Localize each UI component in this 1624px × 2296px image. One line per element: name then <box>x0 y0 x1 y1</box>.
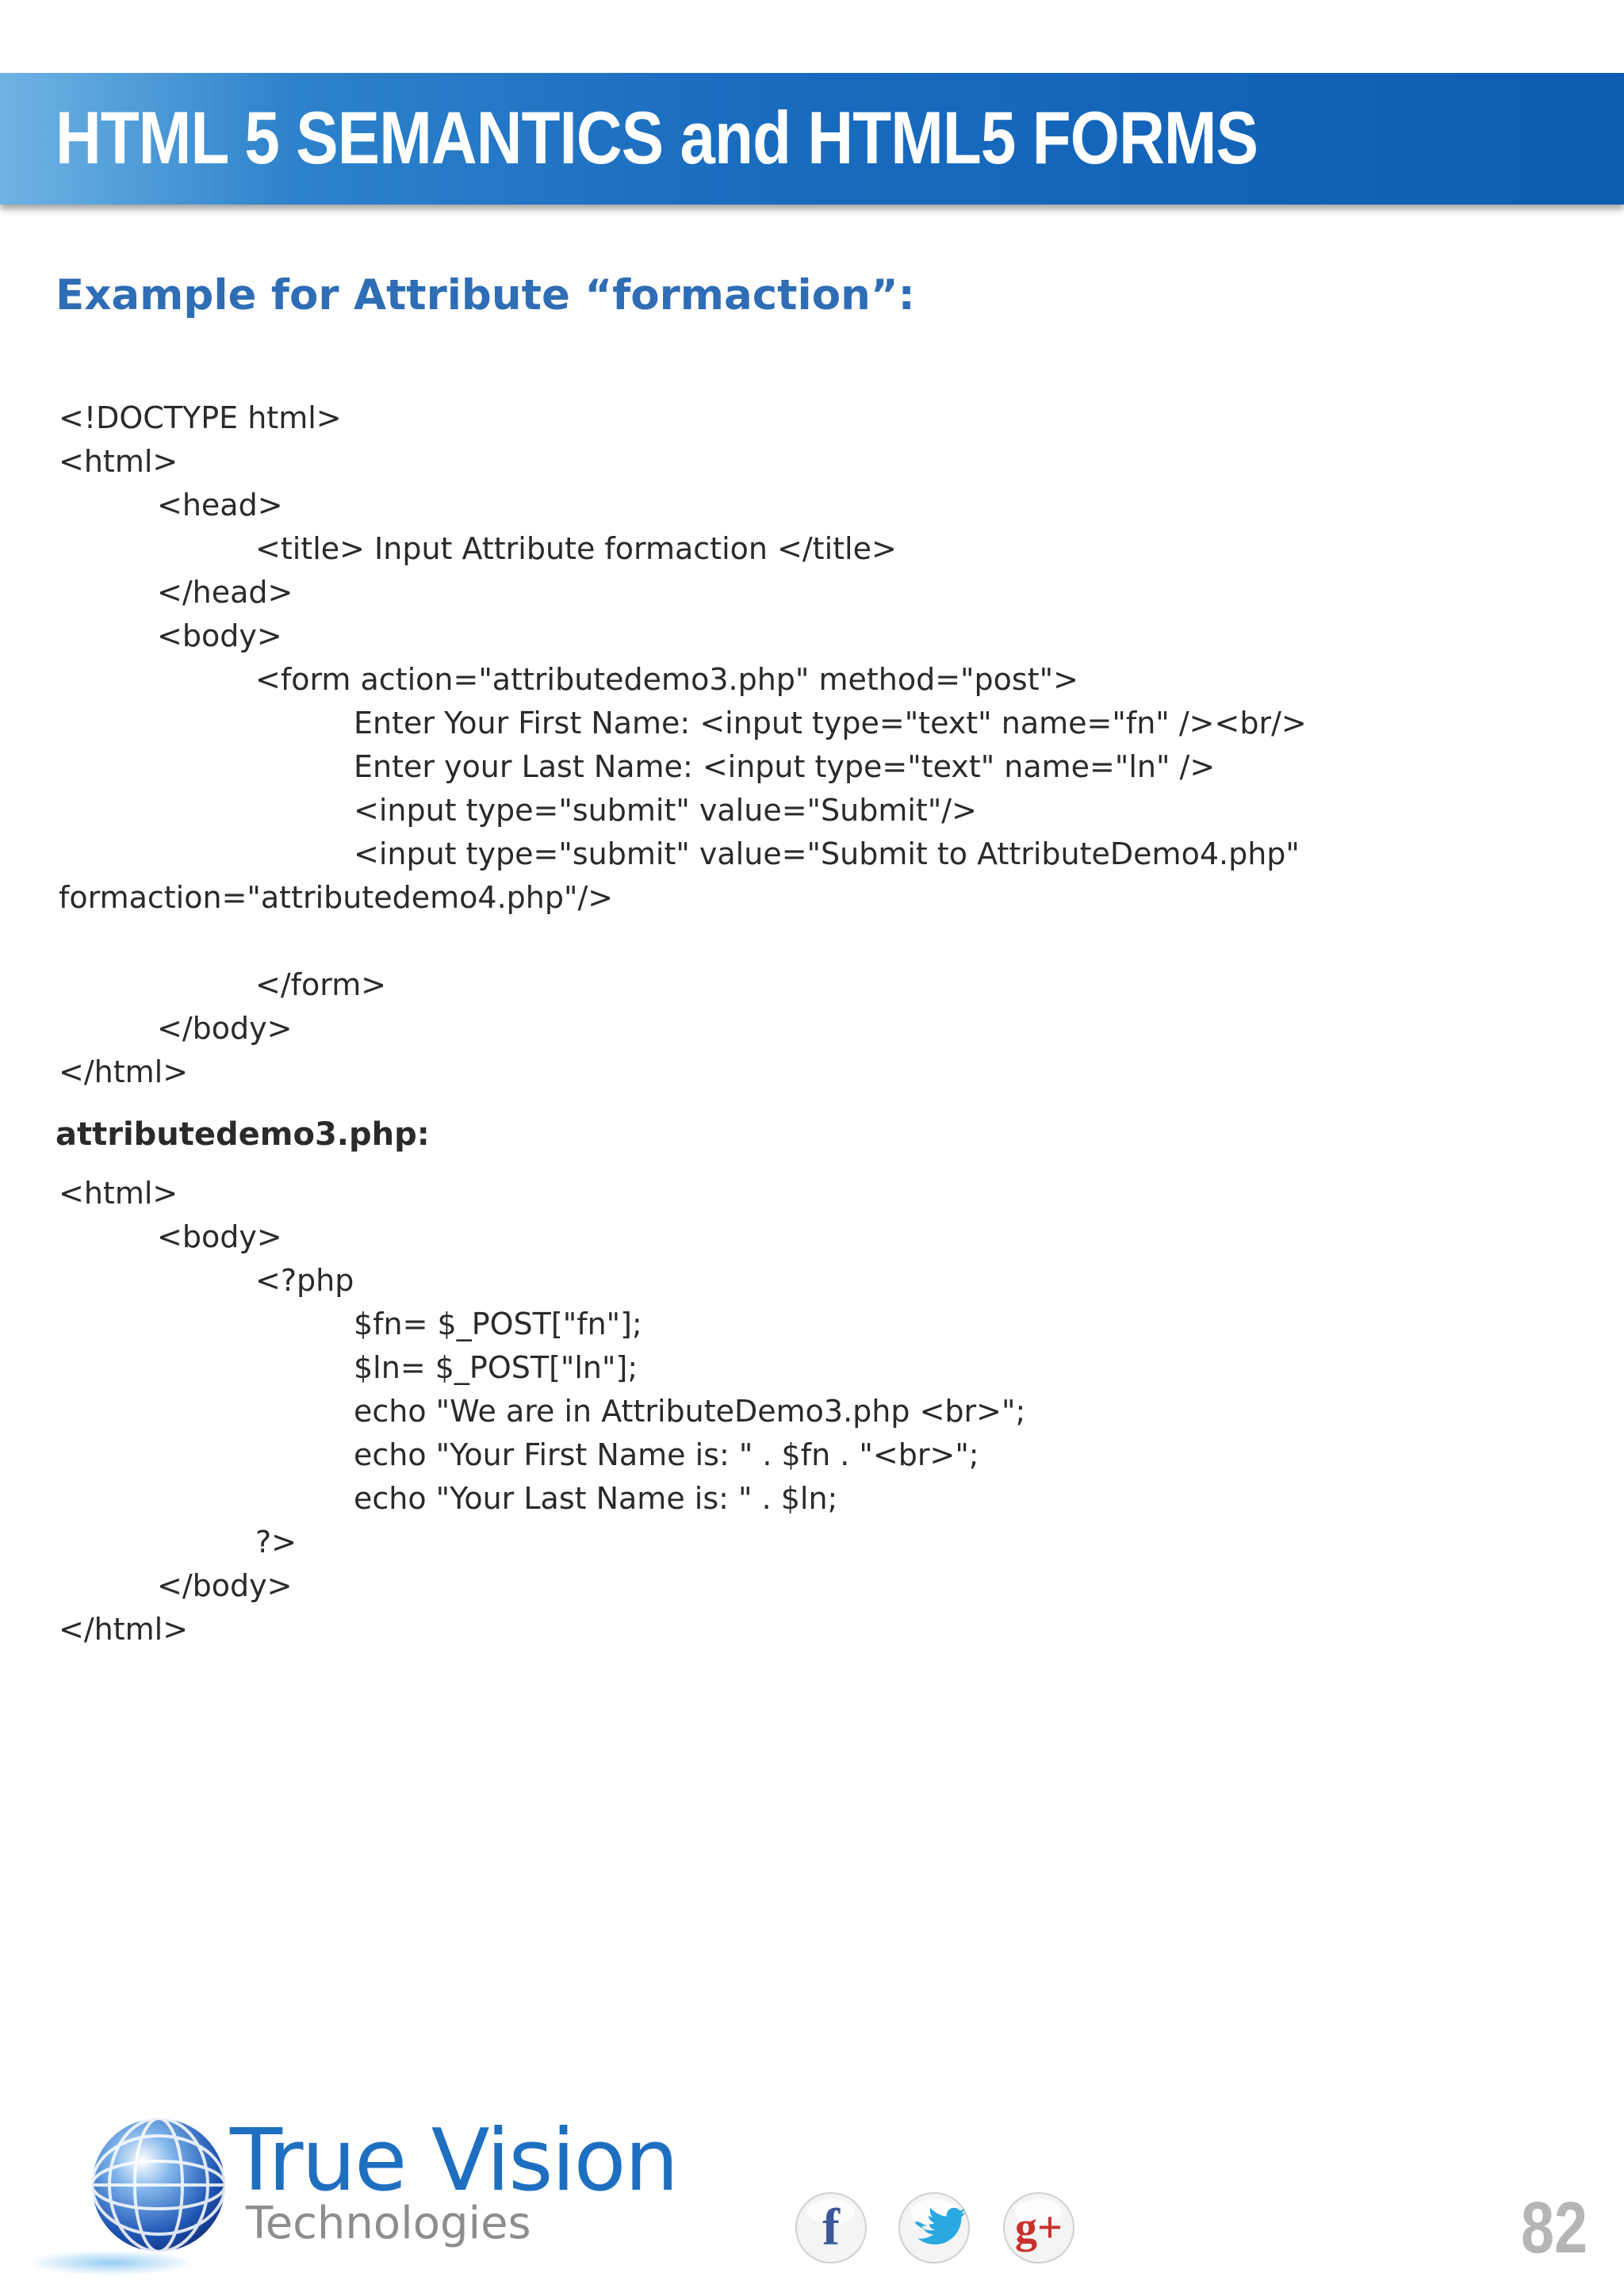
code-line: formaction="attributedemo4.php"/> <box>59 880 614 915</box>
html-code-block <box>59 396 1307 1094</box>
code-line: echo "Your First Name is: " . $fn . "<br>"; <box>354 1437 979 1472</box>
brand-name: True Vision <box>230 2111 678 2210</box>
facebook-glyph: f <box>822 2198 840 2256</box>
globe-icon <box>92 2118 225 2252</box>
google-plus-glyph: g+ <box>1015 2203 1063 2252</box>
code-line: echo "Your Last Name is: " . $ln; <box>354 1481 838 1516</box>
code-line: </form> <box>255 967 387 1002</box>
page-header-title: HTML 5 SEMANTICS and HTML5 FORMS <box>56 96 1258 179</box>
code-line: $ln= $_POST["ln"]; <box>354 1350 638 1385</box>
code-line: <title> Input Attribute formaction </title> <box>255 531 897 566</box>
facebook-icon[interactable] <box>793 2190 869 2266</box>
header-banner <box>0 73 1624 205</box>
code-line <box>59 920 1307 963</box>
code-line: </body> <box>157 1568 293 1603</box>
code-line: <?php <box>255 1263 354 1298</box>
logo-swoosh-icon <box>28 2250 194 2275</box>
code-line: </body> <box>157 1011 293 1046</box>
code-line: </head> <box>157 575 293 610</box>
code-line: <html> <box>59 444 178 479</box>
php-code-block <box>59 1172 1025 1651</box>
code-line: $fn= $_POST["fn"]; <box>354 1307 642 1341</box>
code-line: <head> <box>157 488 283 522</box>
code-line: ?> <box>255 1525 297 1559</box>
code-line: Enter Your First Name: <input type="text" name="fn" /><br/> <box>354 706 1307 740</box>
code-line: <form action="attributedemo3.php" method="post"> <box>255 662 1078 697</box>
code-line: <body> <box>157 618 282 653</box>
twitter-icon[interactable] <box>896 2190 972 2266</box>
code-line: <body> <box>157 1219 282 1254</box>
brand-tagline: Technologies <box>246 2198 531 2249</box>
code-line: <input type="submit" value="Submit to AttributeDemo4.php" <box>354 836 1300 871</box>
code-line: <html> <box>59 1176 178 1211</box>
php-file-heading: attributedemo3.php: <box>56 1116 430 1153</box>
code-line: <!DOCTYPE html> <box>59 400 342 435</box>
code-line: Enter your Last Name: <input type="text" name="ln" /> <box>354 749 1216 784</box>
code-line: </html> <box>59 1054 189 1089</box>
code-line: echo "We are in AttributeDemo3.php <br>"; <box>354 1394 1026 1429</box>
google-plus-icon[interactable] <box>1001 2190 1077 2266</box>
section-heading: Example for Attribute “formaction”: <box>56 271 915 320</box>
code-line: </html> <box>59 1612 189 1647</box>
page-number: 82 <box>1521 2187 1588 2268</box>
code-line: <input type="submit" value="Submit"/> <box>354 793 977 828</box>
